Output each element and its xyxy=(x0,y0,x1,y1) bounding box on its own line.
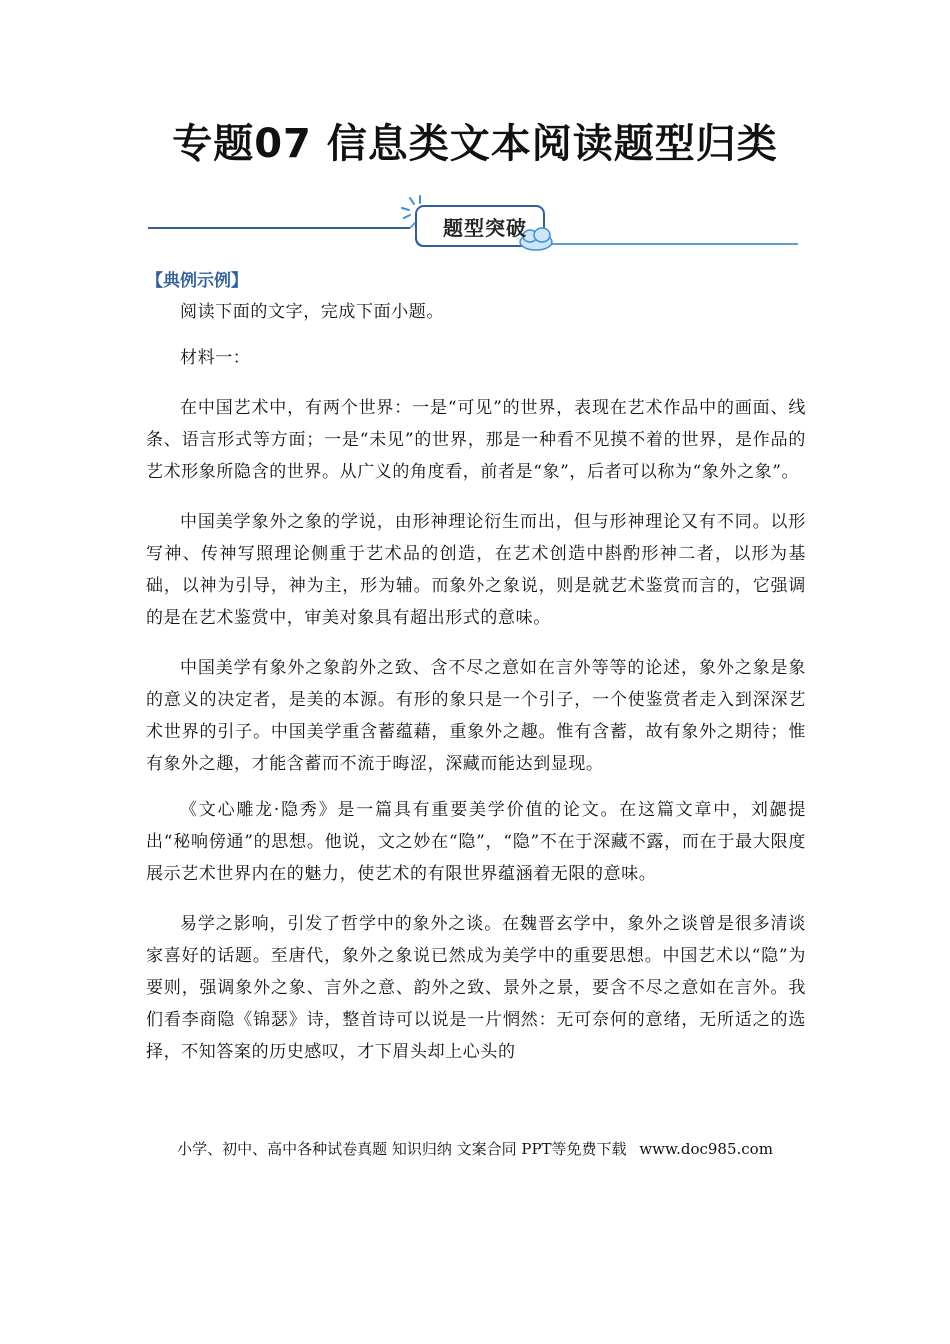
paragraph: 在中国艺术中，有两个世界：一是“可见”的世界，表现在艺术作品中的画面、线条、语言形式等方面；一是“未见”的世界，那是一种看不见摸不着的世界，是作品的艺术形象所隐含的世界。从广义的角度看，前者是“象”，后者可以称为“象外之象”。 xyxy=(146,398,806,482)
footer-url[interactable]: www.doc985.com xyxy=(639,1140,773,1158)
section-banner xyxy=(148,192,798,252)
article-body xyxy=(146,296,806,1068)
paragraph: 中国美学有象外之象韵外之致、含不尽之意如在言外等等的论述，象外之象是象的意义的决定者，是美的本源。有形的象只是一个引子，一个使鉴赏者走入到深深艺术世界的引子。中国美学重含蓄蕴藉，重象外之趣。惟有含蓄，故有象外之期待；惟有象外之趣，才能含蓄而不流于晦涩，深藏而能达到显现。 xyxy=(146,658,806,774)
page-title: 专题07 信息类文本阅读题型归类 xyxy=(172,121,778,167)
footer xyxy=(0,1138,950,1159)
material-heading: 材料一： xyxy=(180,348,251,368)
example-label: 【典例示例】 xyxy=(146,271,248,291)
paragraph: 中国美学象外之象的学说，由形神理论衍生而出，但与形神理论又有不同。以形写神、传神写照理论侧重于艺术品的创造，在艺术创造中斟酌形神二者，以形为基础，以神为引导，神为主，形为辅。而象外之象说，则是就艺术鉴赏而言的，它强调的是在艺术鉴赏中，审美对象具有超出形式的意味。 xyxy=(146,512,806,628)
paragraph: 易学之影响，引发了哲学中的象外之谈。在魏晋玄学中，象外之谈曾是很多清谈家喜好的话题。至唐代，象外之象说已然成为美学中的重要思想。中国艺术以“隐”为要则，强调象外之象、言外之意、韵外之致、景外之景，要含不尽之意如在言外。我们看李商隐《锦瑟》诗，整首诗可以说是一片惘然：无可奈何的意绪，无所适之的选择，不知答案的历史感叹，才下眉头却上心头的 xyxy=(146,914,806,1062)
footer-text: 小学、初中、高中各种试卷真题 知识归纳 文案合同 PPT等免费下载 xyxy=(177,1140,627,1158)
paragraph: 《文心雕龙·隐秀》是一篇具有重要美学价值的论文。在这篇文章中，刘勰提出“秘响傍通”的思想。他说，文之妙在“隐”，“隐”不在于深藏不露，而在于最大限度展示艺术世界内在的魅力，使艺术的有限世界蕴涵着无限的意味。 xyxy=(146,800,806,884)
instruction-text: 阅读下面的文字，完成下面小题。 xyxy=(180,302,444,322)
banner-label: 题型突破 xyxy=(443,216,527,240)
